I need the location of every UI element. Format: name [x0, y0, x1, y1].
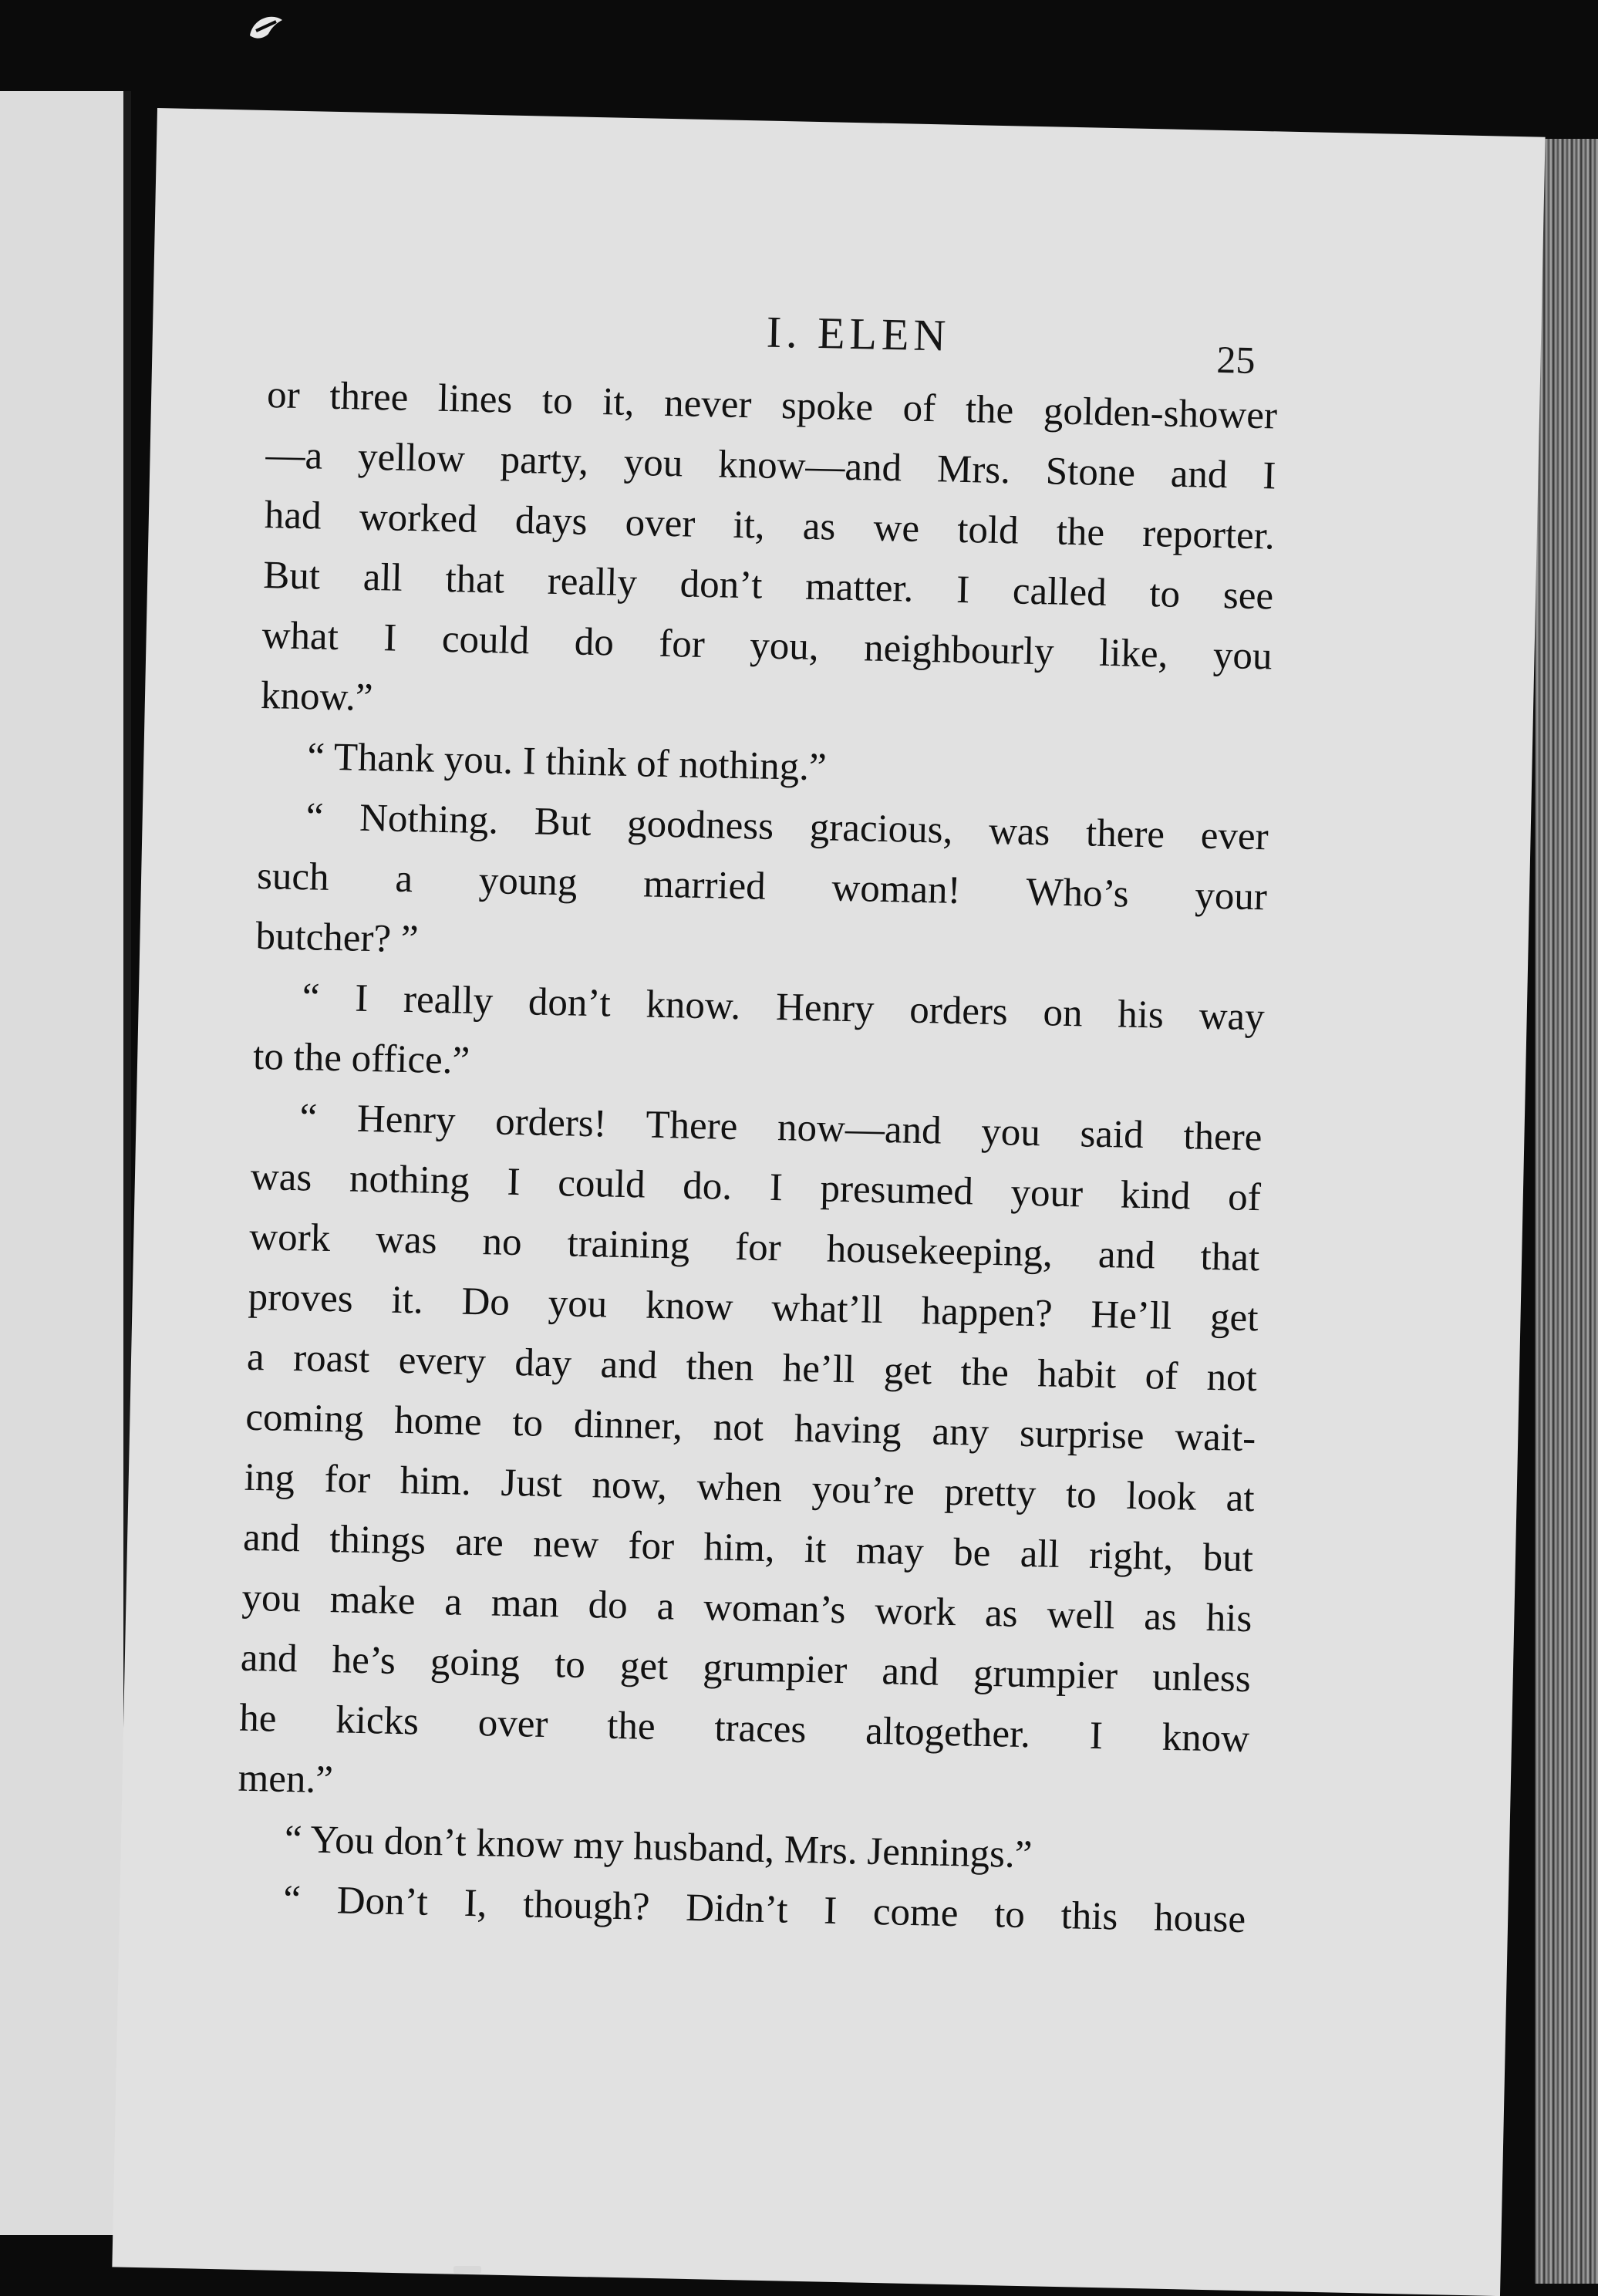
text-line: and things are new for him, it may be all right, but	[242, 1515, 1254, 1581]
text-line: was nothing I could do. I presumed your kind of	[250, 1155, 1262, 1220]
text-line: or three lines to it, never spoke of the golden-shower	[266, 373, 1278, 438]
text-line: butcher? ”	[255, 914, 420, 962]
text-line: men.”	[238, 1756, 334, 1802]
text-line: “ You don’t know my husband, Mrs. Jennings.”	[284, 1817, 1033, 1877]
body-text	[235, 365, 1278, 1950]
text-line: “ Don’t I, though? Didn’t I come to this house	[282, 1877, 1246, 1942]
text-line: such a young married woman! Who’s your	[256, 854, 1268, 919]
text-line: know.”	[260, 673, 374, 720]
text-line: work was no training for housekeeping, and that	[248, 1215, 1260, 1280]
running-head: I. ELEN	[766, 306, 951, 361]
text-line: had worked days over it, as we told the reporter.	[264, 494, 1276, 558]
page-number: 25	[1215, 337, 1256, 382]
text-line: ing for him. Just now, when you’re pretty to look at	[244, 1455, 1256, 1521]
scan-mark-icon	[245, 8, 288, 46]
text-line: he kicks over the traces altogether. I know	[238, 1696, 1250, 1762]
book-page	[112, 108, 1545, 2296]
text-line: coming home to dinner, not having any surprise wait-	[244, 1395, 1256, 1461]
text-line: a roast every day and then he’ll get the habit of not	[246, 1335, 1258, 1401]
text-line: “ I really don’t know. Henry orders on his way	[302, 976, 1266, 1040]
text-line: —a yellow party, you know—and Mrs. Stone and I	[265, 433, 1276, 498]
text-line: But all that really don’t matter. I called to see	[262, 554, 1274, 619]
facing-page-edge	[0, 91, 131, 2235]
text-line: “ Nothing. But goodness gracious, was there ever	[305, 795, 1269, 859]
text-line: “ Thank you. I think of nothing.”	[306, 735, 828, 790]
page-stack-edge	[1535, 139, 1598, 2284]
text-line: and he’s going to get grumpier and grumpier unless	[240, 1636, 1252, 1701]
scan-speck	[453, 2266, 481, 2274]
text-line: you make a man do a woman’s work as well as his	[241, 1576, 1252, 1641]
text-line: what I could do for you, neighbourly like, you	[261, 613, 1273, 679]
text-line: proves it. Do you know what’ll happen? He’ll get	[248, 1275, 1259, 1340]
text-line: to the office.”	[252, 1034, 470, 1083]
text-line: “ Henry orders! There now—and you said there	[299, 1096, 1263, 1160]
